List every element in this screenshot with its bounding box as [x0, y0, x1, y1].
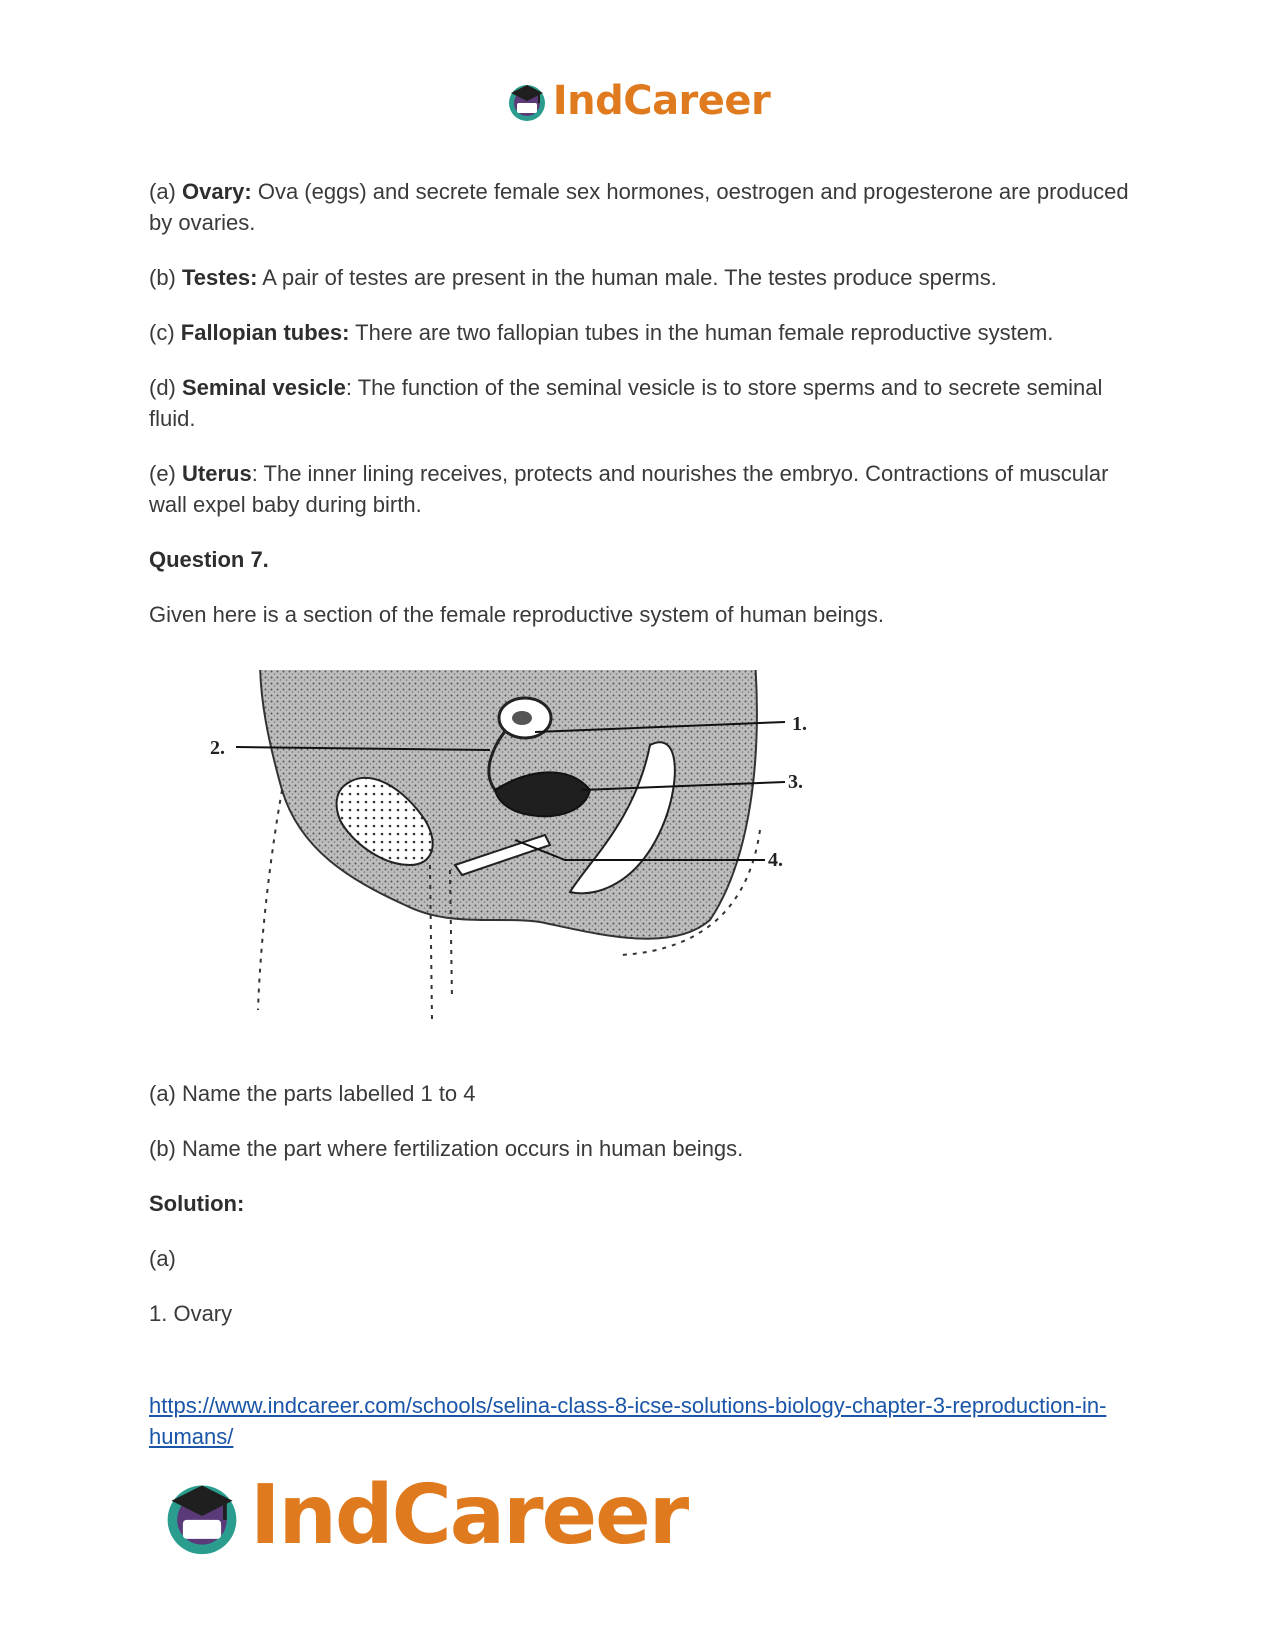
diagram-label-3: 3. [788, 771, 803, 793]
solution-heading: Solution: [149, 1191, 245, 1216]
answer-testes: (b) Testes: A pair of testes are present in the human male. The testes produce sperms. [149, 265, 997, 290]
diagram-label-4: 4. [768, 849, 783, 871]
source-url-link[interactable]: https://www.indcareer.com/schools/selina-class-8-icse-solutions-biology-chapter-3-reproduction-in-humans/ [149, 1393, 1107, 1449]
footer-logo [160, 1468, 687, 1563]
answer-seminal-vesicle: (d) Seminal vesicle: The function of the seminal vesicle is to store sperms and to secrete seminal fluid. [149, 375, 1103, 431]
reproductive-system-diagram [210, 670, 870, 1070]
graduation-cap-icon [160, 1474, 244, 1558]
answer-fallopian-tubes: (c) Fallopian tubes: There are two fallopian tubes in the human female reproductive system. [149, 320, 1054, 345]
question-heading: Question 7. [149, 547, 269, 572]
question-part-a: (a) Name the parts labelled 1 to 4 [149, 1081, 476, 1106]
footer-logo-text: IndCareer [250, 1468, 688, 1563]
header-logo-text: IndCareer [552, 78, 771, 124]
question-intro: Given here is a section of the female reproductive system of human beings. [149, 602, 884, 627]
solution-item-1: 1. Ovary [149, 1301, 233, 1326]
answer-uterus: (e) Uterus: The inner lining receives, protects and nourishes the embryo. Contractions of muscular wall expel baby during birth. [149, 461, 1109, 517]
diagram-label-2: 2. [210, 737, 225, 759]
diagram-label-1: 1. [792, 713, 807, 735]
header-logo [0, 78, 1275, 128]
question-part-b: (b) Name the part where fertilization occurs in human beings. [149, 1136, 744, 1161]
footer-link-block [149, 1390, 1129, 1452]
answer-ovary: (a) Ovary: Ova (eggs) and secrete female sex hormones, oestrogen and progesterone are produced by ovaries. [149, 179, 1129, 235]
graduation-cap-icon [505, 79, 549, 123]
solution-part-a: (a) [149, 1246, 176, 1271]
